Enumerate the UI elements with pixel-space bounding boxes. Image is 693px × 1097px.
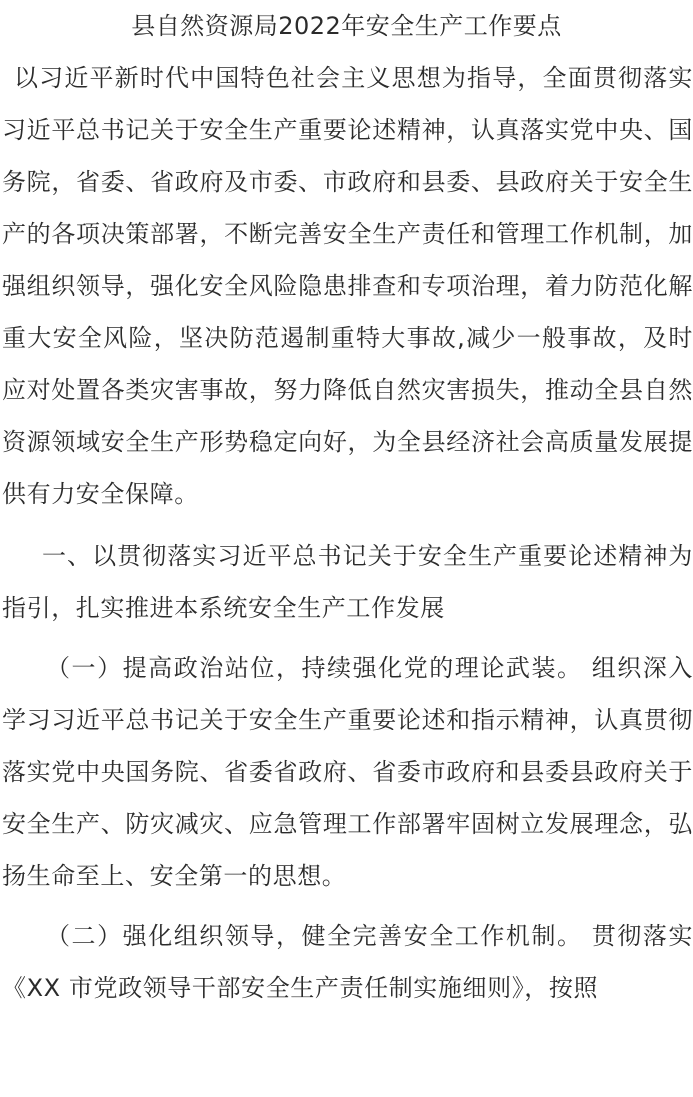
item-paragraph-2: （二）强化组织领导，健全完善安全工作机制。 贯彻落实《XX 市党政领导干部安全生产责任制实施细则》，按照 bbox=[2, 922, 693, 1002]
paragraph-spacer bbox=[0, 634, 693, 642]
intro-paragraph: 以习近平新时代中国特色社会主义思想为指导，全面贯彻落实习近平总书记关于安全生产重要论述精神，认真落实党中央、国务院，省委、省政府及市委、市政府和县委、县政府关于安全生产的各项决策部署，不断完善安全生产责任和管理工作机制，加强组织领导，强化安全风险隐患排查和专项治理，着力防范化解重大安全风险，坚决防范遏制重特大事故,减少一般事故，及时应对处置各类灾害事故，努力降低自然灾害损失，推动全县自然资源领域安全生产形势稳定向好，为全县经济社会高质量发展提供有力安全保障。 bbox=[2, 64, 693, 508]
item-paragraph-1: （一）提高政治站位，持续强化党的理论武装。 组织深入学习习近平总书记关于安全生产重要论述和指示精神，认真贯彻落实党中央国务院、省委省政府、省委市政府和县委县政府关于安全生产、防灾减灾、应急管理工作部署牢固树立发展理念，弘扬生命至上、安全第一的思想。 bbox=[2, 654, 693, 890]
document-title: 县自然资源局2022年安全生产工作要点 bbox=[131, 12, 562, 40]
paragraph-spacer bbox=[0, 902, 693, 910]
section-heading-1: 一、以贯彻落实习近平总书记关于安全生产重要论述精神为指引，扎实推进本系统安全生产工作发展 bbox=[2, 542, 693, 622]
paragraph-spacer bbox=[0, 520, 693, 530]
